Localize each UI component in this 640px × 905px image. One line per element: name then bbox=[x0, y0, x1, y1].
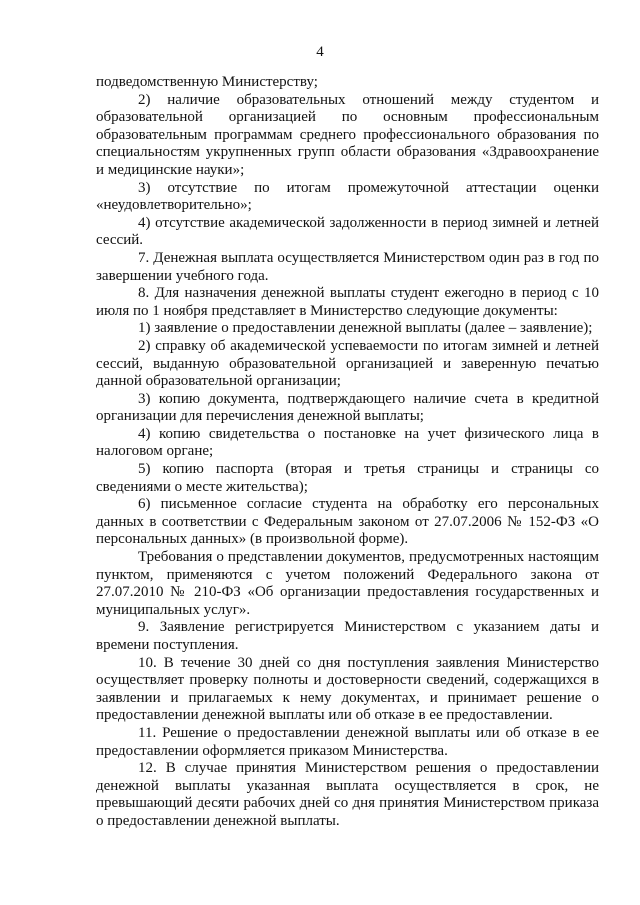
paragraph: 3) отсутствие по итогам промежуточной аттестации оценки «неудовлетворительно»; bbox=[96, 179, 599, 214]
paragraph: 5) копию паспорта (вторая и третья страницы и страницы со сведениями о месте жительства); bbox=[96, 461, 599, 495]
paragraph: 12. В случае принятия Министерством решения о предоставлении денежной выплаты указанная выплата осуществляется в срок, не превышающий десяти рабочих дней со дня принятия Министерством приказа о предоставлении денежной выплаты. bbox=[96, 760, 599, 829]
paragraph: 4) отсутствие академической задолженности в период зимней и летней сессий. bbox=[96, 214, 599, 249]
paragraph: 4) копию свидетельства о постановке на учет физического лица в налоговом органе; bbox=[96, 425, 599, 460]
paragraph: 3) копию документа, подтверждающего наличие счета в кредитной организации для перечисления денежной выплаты; bbox=[96, 390, 599, 425]
paragraph: подведомственную Министерству; bbox=[96, 74, 318, 90]
paragraph: 8. Для назначения денежной выплаты студент ежегодно в период с 10 июля по 1 ноября представляет в Министерство следующие документы: bbox=[96, 285, 599, 319]
paragraph: 10. В течение 30 дней со дня поступления заявления Министерство осуществляет проверку полноты и достоверности сведений, содержащихся в заявлении и прилагаемых к нему документах, и принимает решение о предоставлении денежной выплаты или об отказе в ее предоставлении. bbox=[96, 654, 599, 724]
page-number: 4 bbox=[316, 44, 324, 60]
document-body bbox=[96, 74, 599, 831]
paragraph: 9. Заявление регистрируется Министерством с указанием даты и времени поступления. bbox=[96, 619, 599, 653]
paragraph: Требования о представлении документов, предусмотренных настоящим пунктом, применяются с учетом положений Федерального закона от 27.07.2010 № 210-ФЗ «Об организации предоставления государственных и муниципальных услуг». bbox=[96, 549, 599, 618]
paragraph: 6) письменное согласие студента на обработку его персональных данных в соответствии с Федеральным законом от 27.07.2006 № 152-ФЗ «О персональных данных» (в произвольной форме). bbox=[96, 496, 599, 548]
paragraph: 2) наличие образовательных отношений между студентом и образовательной организацией по основным профессиональным образовательным программам среднего профессионального образования по специальностям укрупненных групп области образования «Здравоохранение и медицинские науки»; bbox=[96, 91, 599, 178]
paragraph: 7. Денежная выплата осуществляется Министерством один раз в год по завершении учебного года. bbox=[96, 249, 599, 284]
paragraph: 11. Решение о предоставлении денежной выплаты или об отказе в ее предоставлении оформляется приказом Министерства. bbox=[96, 724, 599, 759]
paragraph: 2) справку об академической успеваемости по итогам зимней и летней сессий, выданную образовательной организацией и заверенную печатью данной образовательной организации; bbox=[96, 337, 599, 390]
paragraph: 1) заявление о предоставлении денежной выплаты (далее – заявление); bbox=[138, 320, 593, 337]
